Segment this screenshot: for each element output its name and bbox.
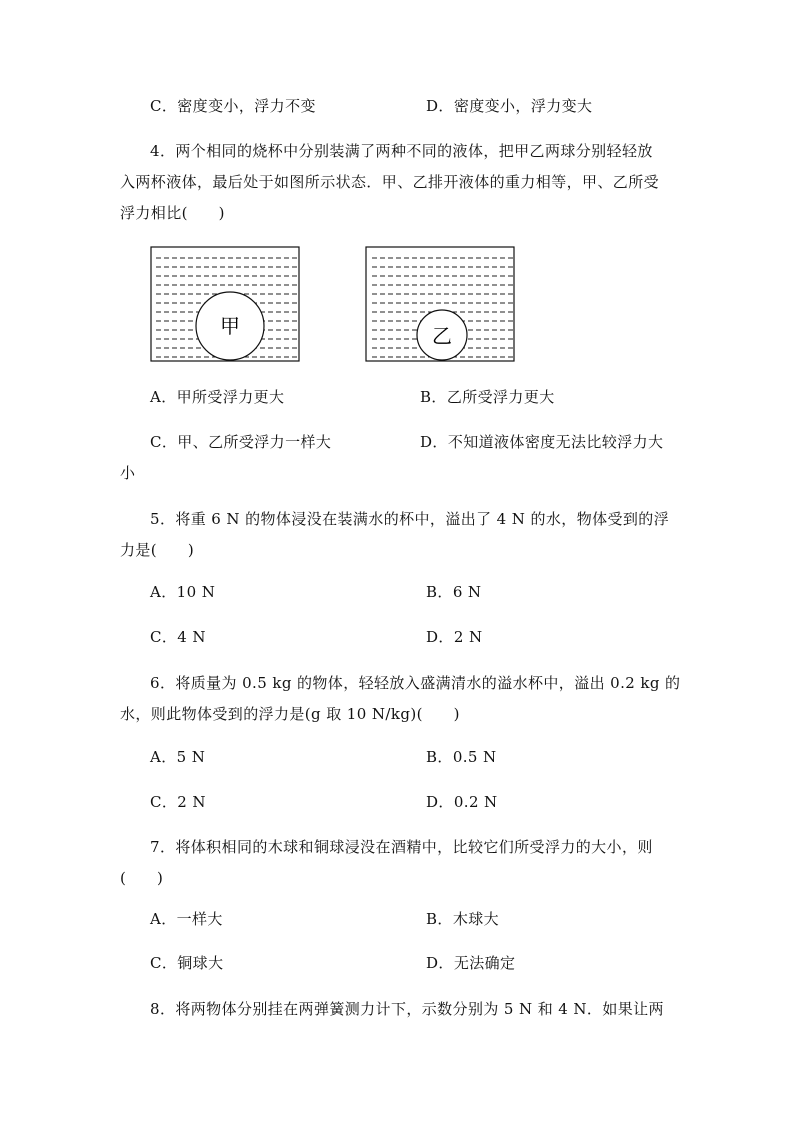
q3-option-d: D．密度变小，浮力变大 [426, 97, 593, 115]
q3-option-c: C．密度变小，浮力不变 [150, 97, 316, 115]
q4-option-c: C．甲、乙所受浮力一样大 [150, 433, 332, 451]
q5-option-d: D．2 N [426, 628, 483, 646]
q5-option-b: B．6 N [426, 583, 482, 601]
q7-option-c: C．铜球大 [150, 954, 224, 972]
q8-stem-line-1: 8．将两物体分别挂在两弹簧测力计下，示数分别为 5 N 和 4 N．如果让两 [150, 1000, 664, 1018]
q7-option-b: B．木球大 [426, 910, 500, 928]
q4-option-d: D．不知道液体密度无法比较浮力大 [420, 433, 664, 451]
q6-stem-line-1: 6．将质量为 0.5 kg 的物体，轻轻放入盛满清水的溢水杯中，溢出 0.2 kg 的 [150, 674, 681, 692]
ball-yi-label: 乙 [432, 324, 452, 348]
q6-option-d: D．0.2 N [426, 793, 498, 811]
q6-option-c: C．2 N [150, 793, 206, 811]
q4-stem-line-2: 入两杯液体，最后处于如图所示状态．甲、乙排开液体的重力相等，甲、乙所受 [120, 173, 660, 191]
q4-stem-line-3: 浮力相比( ) [120, 204, 225, 222]
q4-option-b: B．乙所受浮力更大 [420, 388, 555, 406]
beaker-right [366, 247, 515, 362]
q7-stem-line-1: 7．将体积相同的木球和铜球浸没在酒精中，比较它们所受浮力的大小，则 [150, 838, 653, 856]
ball-jia-label: 甲 [220, 314, 240, 338]
q4-option-d-cont: 小 [120, 464, 136, 482]
q5-option-a: A．10 N [150, 583, 216, 601]
q4-option-a: A．甲所受浮力更大 [150, 388, 285, 406]
q7-stem-line-2: ( ) [120, 869, 164, 887]
q7-option-a: A．一样大 [150, 910, 223, 928]
q6-option-a: A．5 N [150, 748, 206, 766]
beakers-figure [148, 244, 518, 366]
q7-option-d: D．无法确定 [426, 954, 516, 972]
q6-stem-line-2: 水，则此物体受到的浮力是(g 取 10 N/kg)( ) [120, 705, 460, 723]
q5-option-c: C．4 N [150, 628, 206, 646]
q5-stem-line-2: 力是( ) [120, 541, 195, 559]
q4-stem-line-1: 4．两个相同的烧杯中分别装满了两种不同的液体，把甲乙两球分别轻轻放 [150, 142, 653, 160]
q5-stem-line-1: 5．将重 6 N 的物体浸没在装满水的杯中，溢出了 4 N 的水，物体受到的浮 [150, 510, 670, 528]
beaker-left [151, 247, 300, 362]
q6-option-b: B．0.5 N [426, 748, 497, 766]
